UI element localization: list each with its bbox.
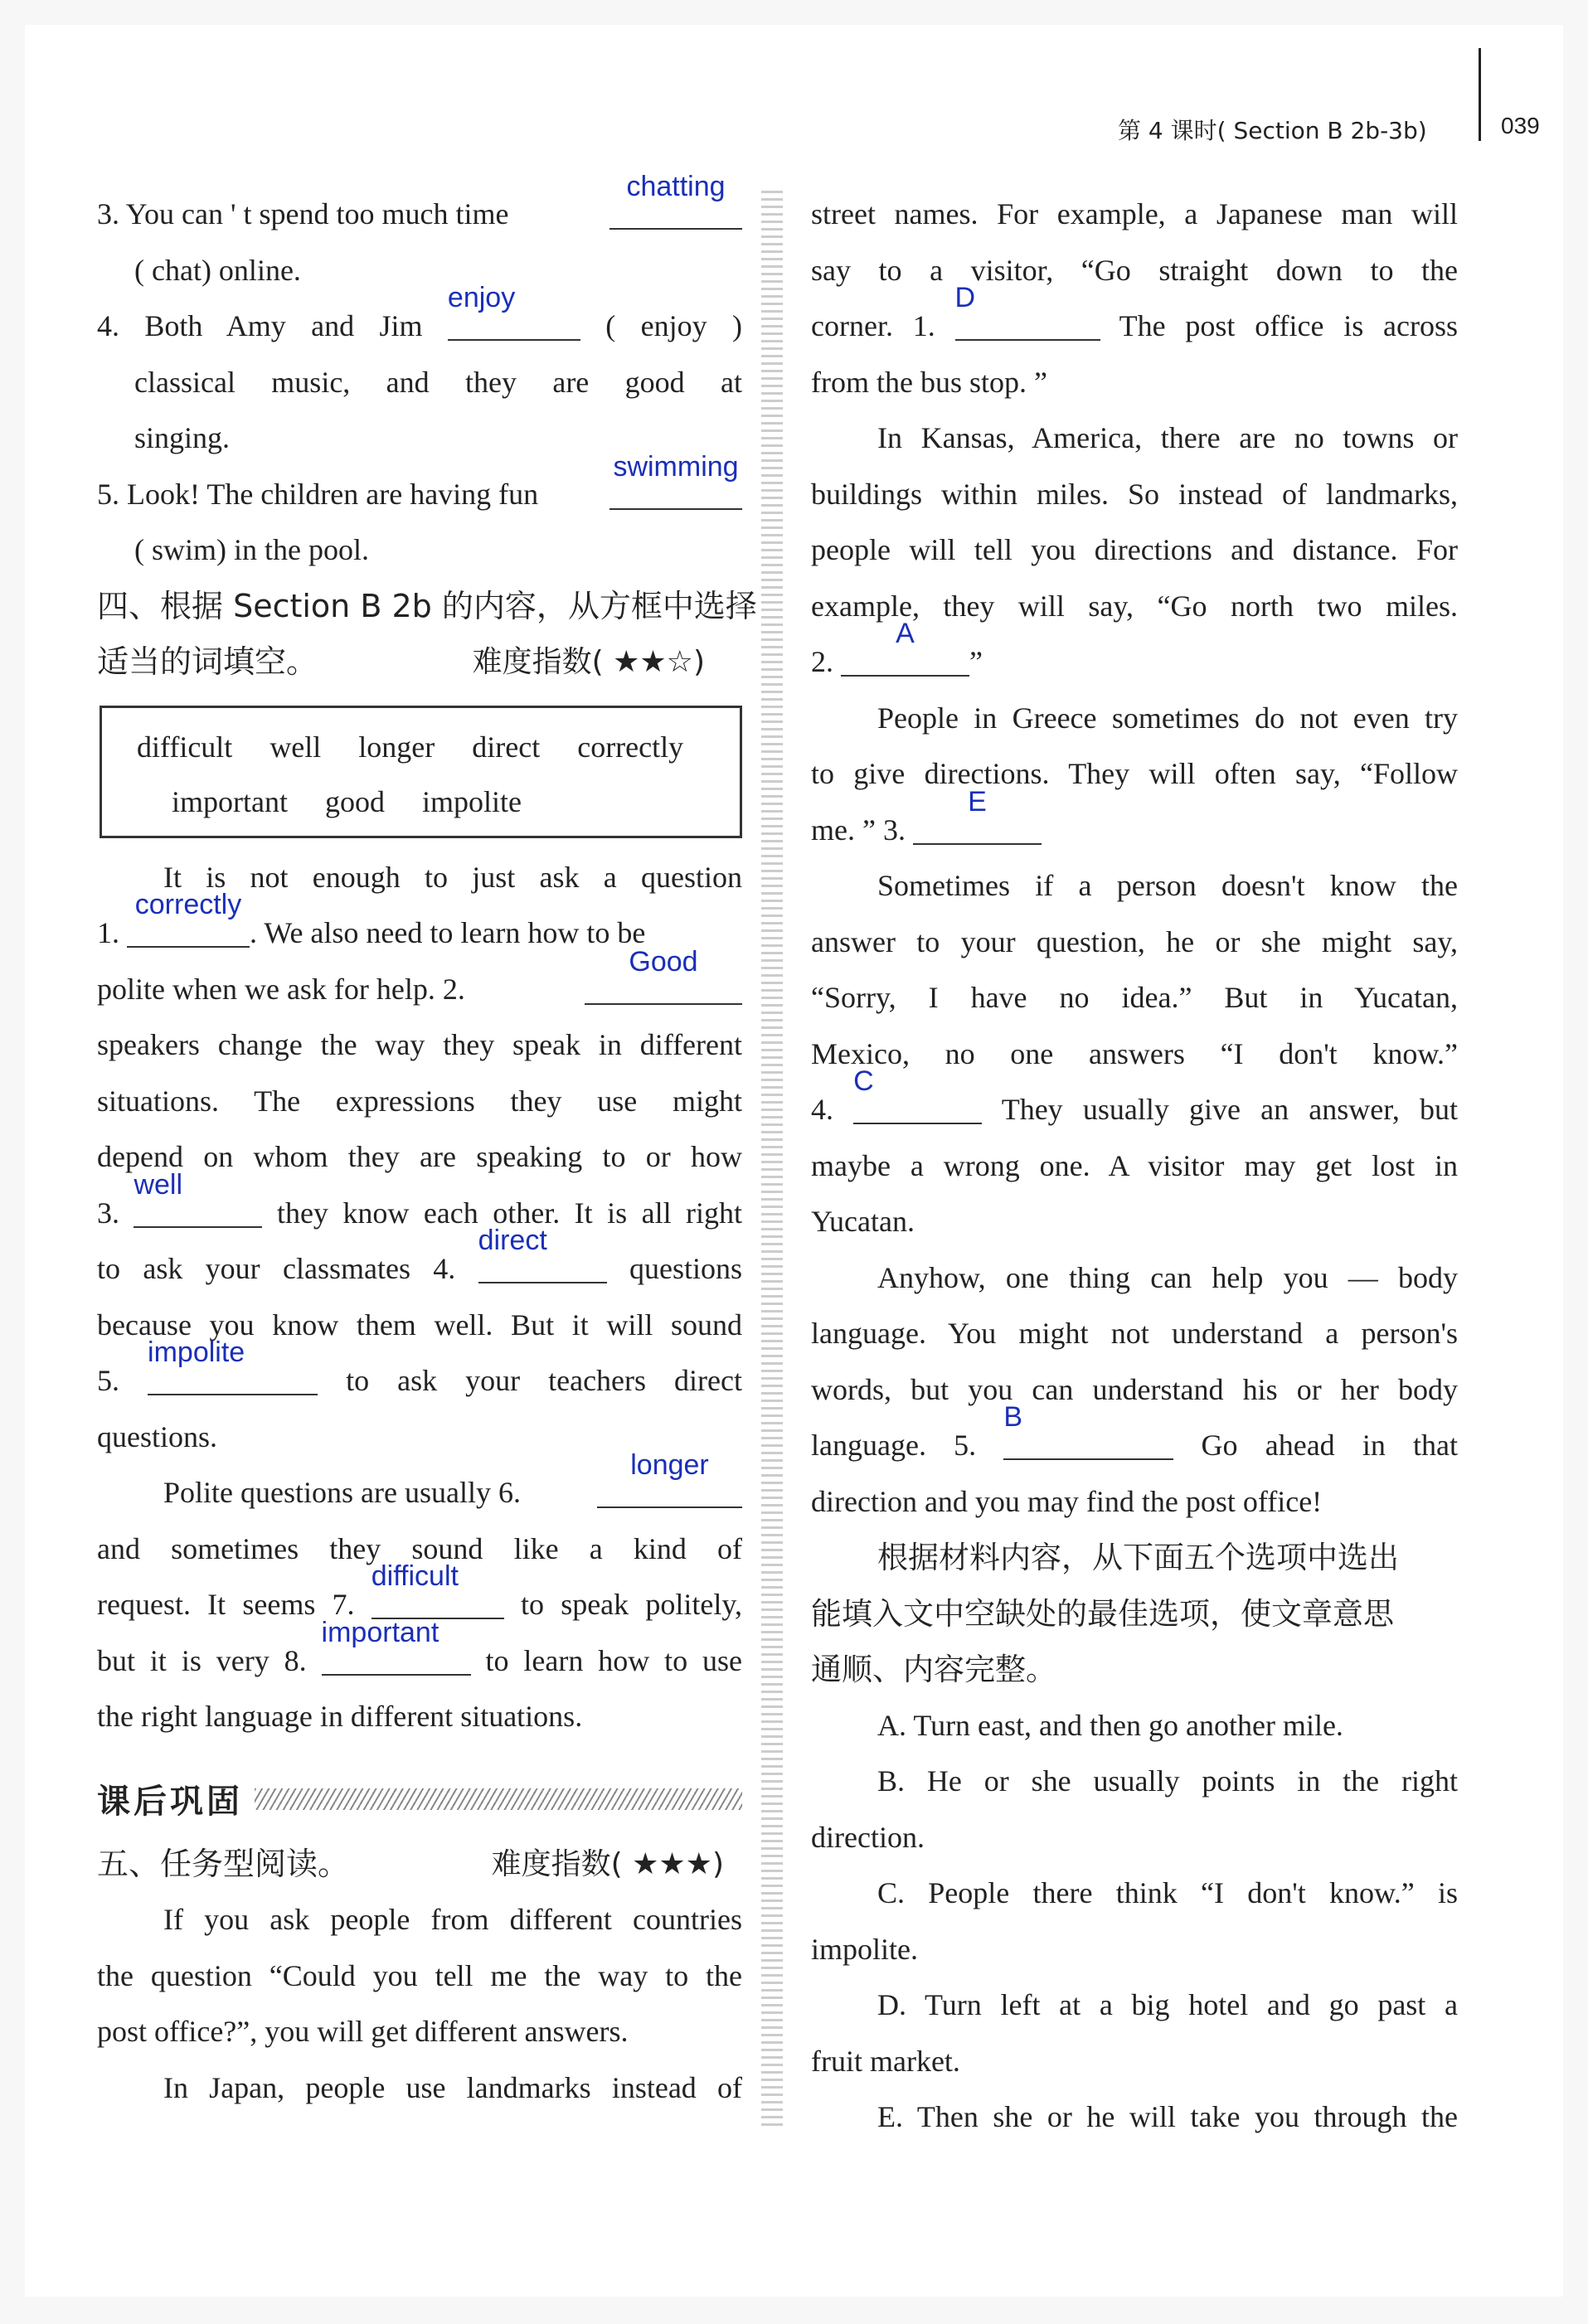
answer-8: important: [321, 1616, 439, 1648]
reading-line: people will tell you directions and distance. For: [811, 533, 1458, 566]
q3-line2: ( chat) online.: [134, 253, 301, 287]
word-box-row1: [137, 720, 715, 774]
passage-line: the right language in different situations.: [97, 1700, 583, 1733]
option-b: B. He or she usually points in the right: [877, 1764, 1458, 1798]
header-rule: [1479, 48, 1481, 141]
section4-title-tail: 适当的词填空。: [97, 643, 318, 680]
section5-difficulty: 难度指数( ★★★): [491, 1846, 724, 1881]
passage-line: [97, 1225, 742, 1298]
reading-line: Mexico, no one answers “I don't know.”: [811, 1036, 1458, 1070]
word-option: correctly: [577, 730, 684, 764]
reading-answer-5: B: [1003, 1401, 1023, 1433]
q4-blank[interactable]: [447, 282, 580, 341]
reading-line: answer to your question, he or she might say,: [811, 924, 1458, 958]
passage-text: they know each other. It is all right: [276, 1196, 743, 1230]
reading-blank-4[interactable]: [853, 1065, 982, 1124]
reading-line: maybe a wrong one. A visitor may get lost in: [811, 1148, 1458, 1182]
option-c-cont: impolite.: [811, 1932, 918, 1966]
q3-answer: chatting: [626, 171, 726, 202]
reading-line: direction and you may find the post office!: [811, 1484, 1323, 1518]
section4-title: 四、根据 Section B 2b 的内容，从方框中选择: [97, 587, 757, 624]
reading-text: me. ” 3.: [811, 813, 906, 847]
word-option: longer: [358, 730, 435, 764]
reading-line: “Sorry, I have no idea.” But in Yucatan,: [811, 981, 1458, 1014]
q3-blank[interactable]: [609, 171, 742, 230]
reading-line: example, they will say, “Go north two miles.: [811, 589, 1458, 623]
answer-7: difficult: [371, 1560, 459, 1592]
reading-line: buildings within miles. So instead of landmarks,: [811, 477, 1458, 511]
word-box: [100, 706, 742, 838]
blank-7[interactable]: [371, 1560, 504, 1619]
passage-text: polite when we ask for help. 2.: [97, 972, 465, 1006]
reading-line: [811, 1401, 1459, 1474]
reading-line: to give directions. They will often say, “Follow: [811, 757, 1458, 790]
answer-1: correctly: [134, 889, 242, 920]
reading-answer-4: C: [853, 1065, 874, 1097]
passage-text: but it is very 8.: [97, 1643, 307, 1677]
section4-title-line2: [97, 634, 742, 691]
passage-text: . We also need to learn how to be: [250, 916, 646, 949]
answer-4: direct: [478, 1225, 547, 1256]
blank-2[interactable]: [585, 945, 742, 1005]
q3-line1: [97, 171, 742, 243]
right-column: [811, 187, 1458, 2146]
reading-answer-1: D: [954, 282, 976, 313]
q4-line1: [97, 282, 742, 355]
passage-text: to ask your classmates 4.: [97, 1252, 456, 1285]
instruction-line: 根据材料内容，从下面五个选项中选出: [877, 1540, 1399, 1575]
passage-text: request. It seems 7.: [97, 1588, 355, 1621]
blank-number: 2.: [811, 645, 833, 678]
option-d-cont: fruit market.: [811, 2044, 960, 2078]
word-option: important: [172, 784, 288, 818]
blank-4[interactable]: [478, 1225, 607, 1283]
blank-number: 4.: [811, 1093, 833, 1126]
q5-answer: swimming: [613, 450, 739, 483]
q5-line1: [97, 450, 742, 523]
reading-text: The post office is across: [1119, 309, 1459, 342]
reading-text: corner. 1.: [811, 309, 935, 342]
passage-text: to learn how to use: [485, 1643, 743, 1677]
reading-blank-3[interactable]: [913, 785, 1042, 845]
passage-line: It is not enough to just ask a question: [163, 860, 742, 894]
passage-line: [97, 1616, 743, 1690]
word-option: well: [270, 730, 322, 764]
passage-text: questions: [629, 1252, 742, 1285]
reading-line: the question “Could you tell me the way to the: [97, 1958, 742, 1992]
blank-number: 5.: [97, 1364, 119, 1397]
page-number: 039: [1501, 113, 1540, 138]
q3-text: 3. You can ' t spend too much time: [97, 197, 509, 230]
passage-line: [97, 945, 742, 1018]
blank-8[interactable]: [321, 1616, 471, 1676]
reading-line: street names. For example, a Japanese man will: [811, 197, 1458, 230]
reading-blank-1[interactable]: [954, 282, 1100, 341]
reading-text: Go ahead in that: [1201, 1429, 1459, 1462]
cut-line: [761, 191, 783, 2131]
word-option: difficult: [137, 730, 233, 764]
reading-line: If you ask people from different countries: [163, 1903, 742, 1936]
q5-blank[interactable]: [609, 450, 742, 510]
reading-answer-3: E: [968, 785, 987, 818]
passage-line: situations. The expressions they use might: [97, 1084, 742, 1118]
section4-difficulty: 难度指数( ★★☆): [472, 645, 705, 679]
band-title: 课后巩固: [97, 1783, 243, 1821]
option-c: C. People there think “I don't know.” is: [877, 1876, 1458, 1909]
left-column: [97, 171, 757, 2116]
passage-line: speakers change the way they speak in different: [97, 1028, 742, 1061]
reading-line: from the bus stop. ”: [811, 365, 1047, 399]
blank-3[interactable]: [134, 1168, 262, 1228]
q5-line2: ( swim) in the pool.: [134, 533, 369, 566]
option-e: E. Then she or he will take you through the: [877, 2100, 1458, 2133]
reading-line: People in Greece sometimes do not even try: [877, 701, 1458, 735]
blank-number: 3.: [97, 1196, 119, 1230]
passage-text: to ask your teachers direct: [346, 1364, 743, 1397]
reading-text: language. 5.: [811, 1429, 977, 1462]
reading-line: say to a visitor, “Go straight down to the: [811, 253, 1458, 287]
word-option: impolite: [421, 784, 522, 818]
reading-line: [811, 618, 1458, 691]
instruction-line: 通顺、内容完整。: [811, 1652, 1056, 1687]
reading-line: [811, 785, 1458, 859]
reading-line: Yucatan.: [811, 1205, 915, 1238]
passage-line: [97, 1337, 743, 1409]
band-hatch: [255, 1788, 742, 1810]
section5-title: 五、任务型阅读。: [97, 1845, 350, 1882]
section5-title-line: [97, 1836, 742, 1893]
q4-hint: ( enjoy ): [605, 309, 742, 342]
reading-line: Sometimes if a person doesn't know the: [877, 869, 1458, 902]
option-d: D. Turn left at a big hotel and go past a: [877, 1988, 1458, 2021]
consolidation-band: [97, 1762, 742, 1836]
q4-answer: enjoy: [447, 282, 516, 313]
lesson-title: 第 4 课时( Section B 2b-3b): [1118, 117, 1427, 144]
reading-line: [811, 1065, 1458, 1138]
reading-line: In Japan, people use landmarks instead of: [163, 2070, 742, 2104]
reading-line: language. You might not understand a person's: [811, 1317, 1458, 1350]
blank-number: 1.: [97, 916, 119, 949]
answer-6: longer: [630, 1449, 709, 1481]
passage-text: to speak politely,: [520, 1588, 743, 1621]
reading-blank-5[interactable]: [1003, 1401, 1173, 1460]
q4-line2: classical music, and they are good at: [134, 365, 742, 399]
reading-text: ”: [969, 645, 983, 678]
blank-5[interactable]: [148, 1337, 318, 1395]
reading-line: In Kansas, America, there are no towns or: [877, 421, 1458, 454]
reading-blank-2[interactable]: [841, 618, 969, 677]
reading-text: They usually give an answer, but: [1001, 1093, 1458, 1126]
reading-line: Anyhow, one thing can help you — body: [877, 1260, 1458, 1294]
q5-text: 5. Look! The children are having fun: [97, 477, 539, 511]
option-b-cont: direction.: [811, 1820, 925, 1854]
blank-6[interactable]: [597, 1449, 742, 1508]
blank-1[interactable]: [127, 889, 250, 948]
passage-line: because you know them well. But it will sound: [97, 1308, 742, 1342]
reading-line: post office?”, you will get different answers.: [97, 2015, 629, 2048]
word-option: direct: [472, 730, 541, 764]
instruction-line: 能填入文中空缺处的最佳选项，使文章意思: [811, 1595, 1394, 1632]
passage-line: [97, 1168, 743, 1242]
q4-line3: singing.: [134, 421, 231, 454]
passage-line: depend on whom they are speaking to or how: [97, 1140, 742, 1173]
option-a: A. Turn east, and then go another mile.: [877, 1708, 1343, 1742]
passage-line: [97, 1449, 742, 1521]
answer-2: Good: [629, 945, 698, 978]
reading-line: [811, 282, 1459, 355]
reading-line: words, but you can understand his or her body: [811, 1372, 1458, 1406]
word-box-row2: [137, 774, 715, 829]
answer-5: impolite: [148, 1337, 245, 1368]
passage-line: and sometimes they sound like a kind of: [97, 1531, 742, 1565]
passage-line: questions.: [97, 1419, 218, 1453]
q4-text: 4. Both Amy and Jim: [97, 309, 423, 342]
passage-text: Polite questions are usually 6.: [163, 1476, 521, 1509]
answer-3: well: [134, 1168, 183, 1201]
word-option: good: [324, 784, 385, 818]
reading-answer-2: A: [896, 618, 915, 649]
